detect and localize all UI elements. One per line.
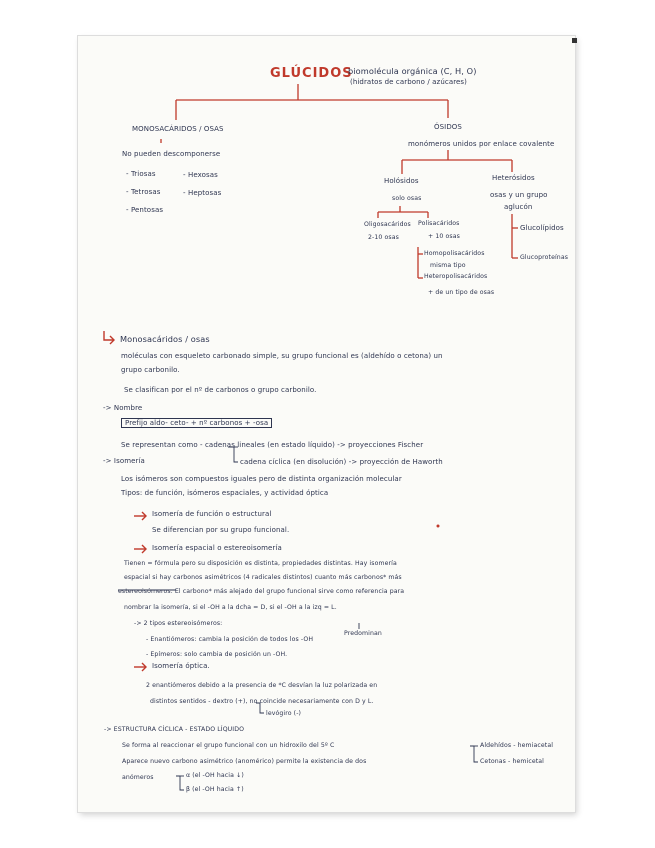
cyclic-line-1: Se forma al reaccionar el grupo funcional con un hidroxilo del 5º C (122, 742, 335, 749)
monosac-type-tetrosas: - Tetrosas (126, 188, 161, 196)
cyclic-side-aldehidos: Aldehídos - hemiacetal (480, 742, 554, 749)
glucoproteinas-label: Glucoproteínas (520, 254, 569, 261)
heterosidos-note-1: osas y un grupo (490, 191, 548, 199)
epimers-line: - Epímeros: solo cambia de posición un -OH. (146, 651, 288, 658)
section-heading: Monosacáridos / osas (120, 334, 210, 344)
optical-line-3: levógiro (-) (266, 710, 302, 717)
functional-isomerism-note: Se diferencian por su grupo funcional. (152, 526, 290, 534)
spatial-types-heading: -> 2 tipos estereoisómeros: (134, 620, 223, 627)
heterosidos-note-2: aglucón (504, 203, 533, 211)
oligosacaridos-range: 2-10 osas (368, 234, 399, 241)
homopolisacaridos-note: misma tipo (430, 262, 466, 269)
heteropolisacaridos-note: + de un tipo de osas (428, 289, 495, 296)
optical-line-1: 2 enantiómeros debido a la presencia de *C desvían la luz polarizada en (146, 682, 378, 689)
representation-line-1: Se representan como - cadenas lineales (en estado líquido) -> proyecciones Fischer (121, 441, 424, 449)
monosac-type-pentosas: - Pentosas (126, 206, 164, 214)
cyclic-side-cetonas: Cetonas - hemicetal (480, 758, 544, 765)
monosac-type-heptosas: - Heptosas (183, 189, 222, 197)
page-title: GLÚCIDOS (270, 66, 353, 81)
functional-isomerism-heading: Isomería de función o estructural (152, 510, 272, 518)
nombre-heading: -> Nombre (103, 404, 143, 412)
monosacaridos-note: No pueden descomponerse (122, 150, 221, 158)
cyclic-line-2: Aparece nuevo carbono asimétrico (anomérico) permite la existencia de dos (122, 758, 367, 765)
note-line-3: Se clasifican por el nº de carbonos o grupo carbonilo. (124, 386, 317, 394)
spatial-line-1: Tienen = fórmula pero su disposición es distinta, propiedades distintas. Hay isomería (124, 560, 397, 567)
representation-line-2: cadena cíclica (en disolución) -> proyección de Haworth (240, 458, 443, 466)
title-synonyms: (hidratos de carbono / azúcares) (350, 78, 468, 86)
oligosacaridos-label: Oligosacáridos (364, 221, 411, 228)
osidos-note: monómeros unidos por enlace covalente (408, 140, 555, 148)
homopolisacaridos-label: Homopolisacáridos (424, 250, 485, 257)
heteropolisacaridos-label: Heteropolisacáridos (424, 273, 488, 280)
isomeria-heading: -> Isomería (103, 457, 145, 465)
monosacaridos-heading: MONOSACÁRIDOS / OSAS (132, 125, 224, 133)
optical-isomerism-heading: Isomería óptica. (152, 662, 210, 670)
spatial-predominan: Predominan (344, 630, 382, 637)
nombre-formula-box: Prefijo aldo- ceto- + nº carbonos + -osa (121, 418, 272, 428)
spatial-line-2: espacial si hay carbonos asimétricos (4 radicales distintos) cuanto más carbonos* más (124, 574, 402, 581)
spatial-line-4: nombrar la isomería, si el -OH a la dcha = D, si el -OH a la izq = L. (124, 604, 337, 611)
note-line-1: moléculas con esqueleto carbonado simple, su grupo funcional es (aldehído o cetona) un (121, 352, 443, 360)
polisacaridos-range: + 10 osas (428, 233, 460, 240)
alpha-anomer: α (el -OH hacia ↓) (186, 772, 244, 779)
holosidos-label: Holósidos (384, 177, 419, 185)
glucolipidos-label: Glucolípidos (520, 224, 564, 232)
spatial-isomerism-heading: Isomería espacial o estereoisomería (152, 544, 282, 552)
spatial-line-3: estereoisómeros. El carbono* más alejado del grupo funcional sirve como referencia para (118, 588, 405, 595)
holosidos-note: solo osas (392, 195, 422, 202)
beta-anomer: β (el -OH hacia ↑) (186, 786, 244, 793)
isomers-line-2: Tipos: de función, isómeros espaciales, y actividad óptica (121, 489, 329, 497)
enantiomers-line: - Enantiómeros: cambia la posición de todos los -OH (146, 636, 314, 643)
title-definition: biomolécula orgánica (C, H, O) (348, 66, 477, 76)
monosac-type-hexosas: - Hexosas (183, 171, 218, 179)
cyclic-line-3: anómeros (122, 774, 154, 781)
cyclic-structure-heading: -> ESTRUCTURA CÍCLICA - ESTADO LÍQUIDO (104, 726, 245, 733)
note-line-2: grupo carbonilo. (121, 366, 180, 374)
heterosidos-label: Heterósidos (492, 174, 535, 182)
monosac-type-triosas: - Triosas (126, 170, 156, 178)
polisacaridos-label: Polisacáridos (418, 220, 460, 227)
isomers-line-1: Los isómeros son compuestos iguales pero de distinta organización molecular (121, 475, 402, 483)
osidos-heading: ÓSIDOS (434, 123, 462, 131)
optical-line-2: distintos sentidos - dextro (+), no coincide necesariamente con D y L. (150, 698, 374, 705)
